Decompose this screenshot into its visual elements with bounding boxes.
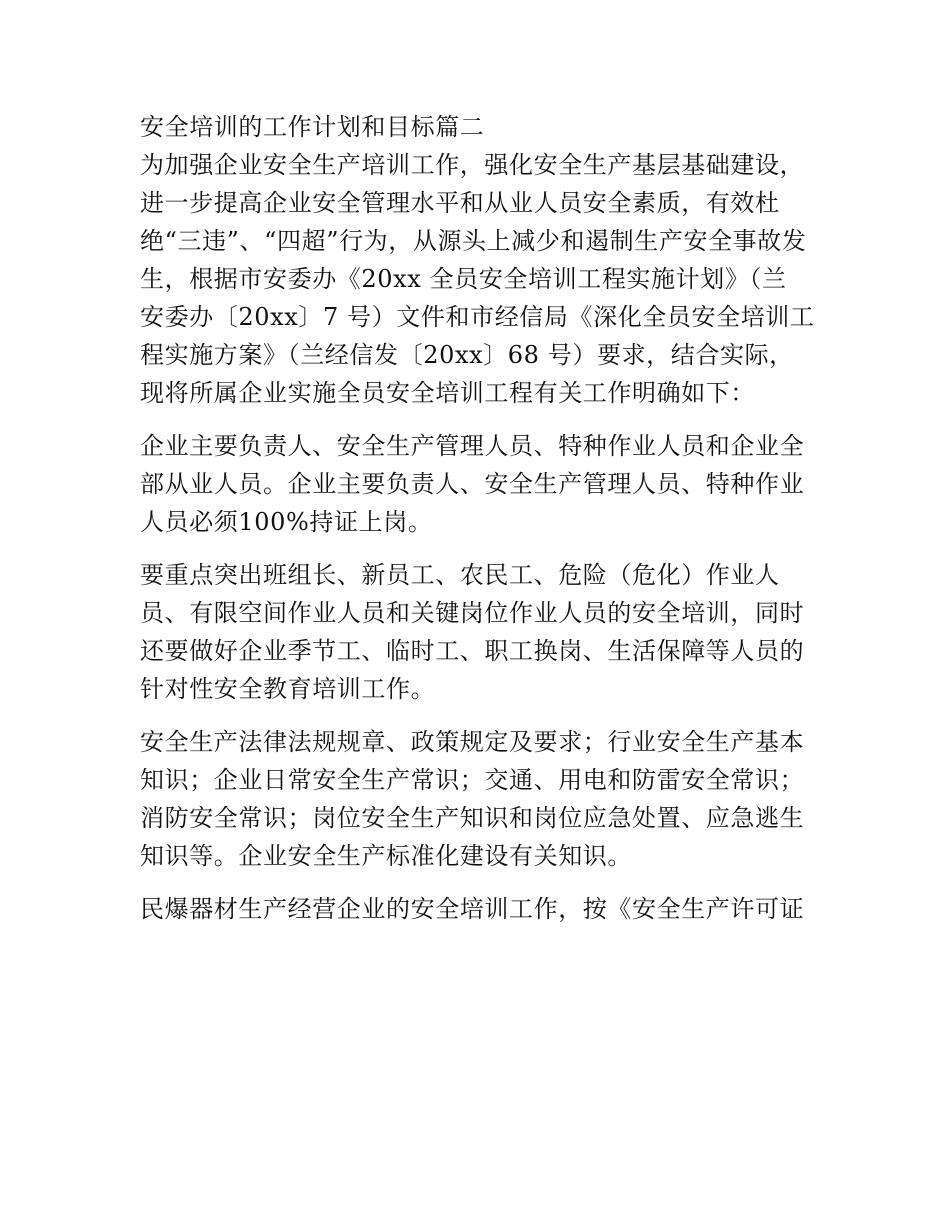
paragraph-line: 企业主要负责人、安全生产管理人员、特种作业人员和企业全 [140,432,805,460]
paragraph-line: 消防安全常识；岗位安全生产知识和岗位应急处置、应急逃生 [140,804,805,832]
paragraph-line: 知识等。企业安全生产标准化建设有关知识。 [140,842,632,870]
paragraph-line: 为加强企业安全生产培训工作，强化安全生产基层基础建设， [140,151,805,179]
paragraph-line: 生，根据市安委办《20xx 全员安全培训工程实施计划》（兰 [140,265,787,293]
paragraph-line: 人员必须100%持证上岗。 [140,508,433,536]
paragraph-line: 员、有限空间作业人员和关键岗位作业人员的安全培训，同时 [140,599,805,627]
paragraph-key-personnel [140,556,820,708]
paragraph-line: 还要做好企业季节工、临时工、职工换岗、生活保障等人员的 [140,637,805,665]
paragraph-line: 程实施方案》（兰经信发〔20xx〕68 号）要求，结合实际， [140,341,794,369]
paragraph-line: 知识；企业日常安全生产常识；交通、用电和防雷安全常识； [140,766,805,794]
paragraph-intro [140,146,820,412]
paragraph-line: 要重点突出班组长、新员工、农民工、危险（危化）作业人 [140,561,780,589]
paragraph-line: 安委办〔20xx〕7 号）文件和市经信局《深化全员安全培训工 [140,303,815,331]
paragraph-line: 现将所属企业实施全员安全培训工程有关工作明确如下： [140,379,755,407]
paragraph-line: 绝“三违”、“四超”行为，从源头上减少和遏制生产安全事故发 [140,227,807,255]
paragraph-line: 民爆器材生产经营企业的安全培训工作，按《安全生产许可证 [140,895,805,923]
paragraph-line: 针对性安全教育培训工作。 [140,675,436,703]
document-title: 安全培训的工作计划和目标篇二 [140,113,485,141]
paragraph-explosives [140,890,820,928]
paragraph-line: 安全生产法律法规规章、政策规定及要求；行业安全生产基本 [140,728,805,756]
paragraph-training-content [140,723,820,875]
paragraph-training-targets [140,427,820,541]
document-body [140,108,820,928]
paragraph-line: 进一步提高企业安全管理水平和从业人员安全素质，有效杜 [140,189,780,217]
paragraph-line: 部从业人员。企业主要负责人、安全生产管理人员、特种作业 [140,470,805,498]
